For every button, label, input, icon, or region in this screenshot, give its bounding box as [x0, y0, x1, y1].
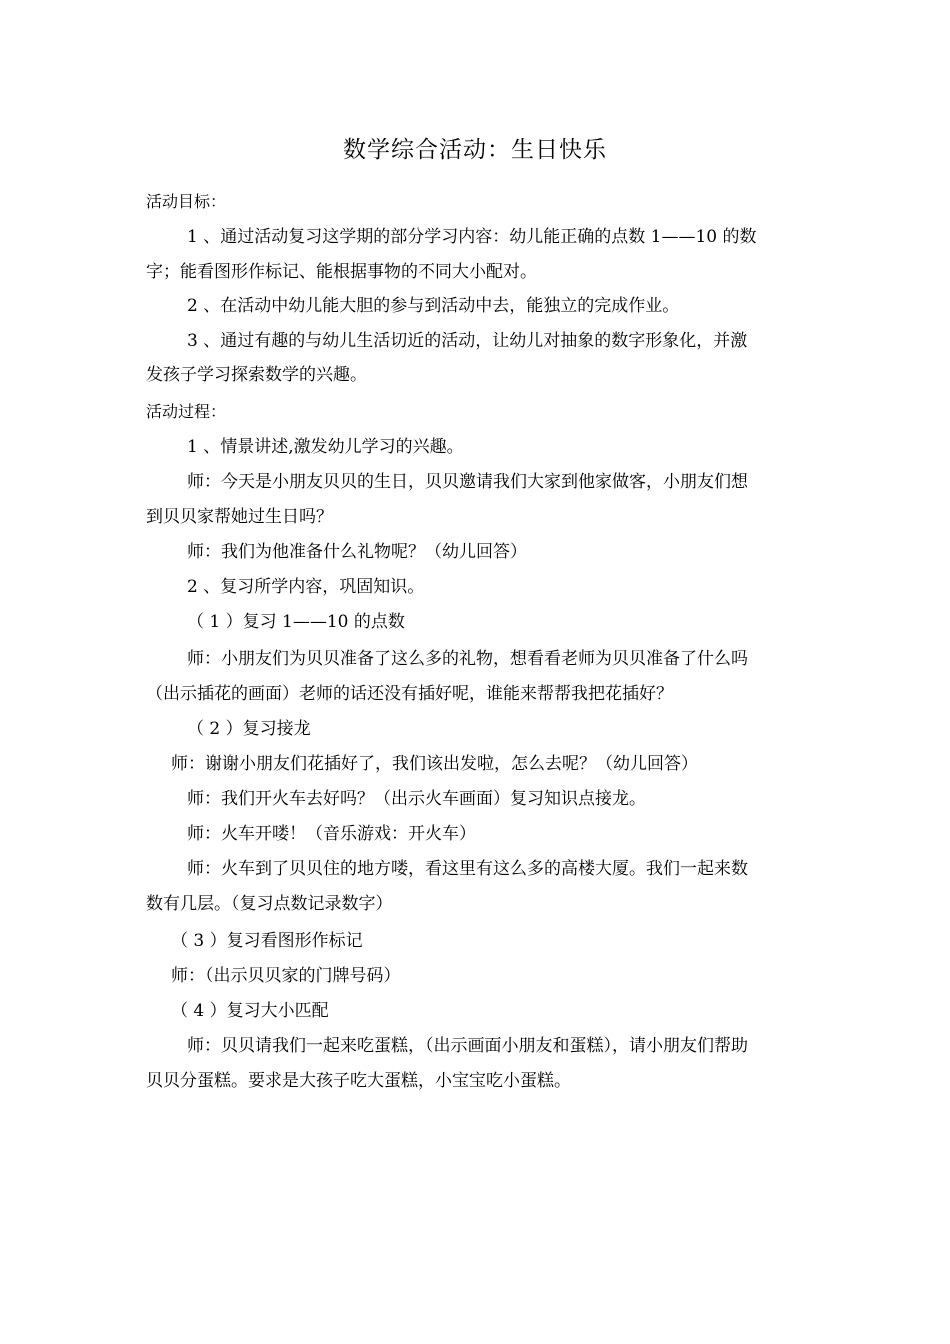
process-line: 到贝贝家帮她过生日吗？	[146, 507, 333, 527]
process-line: 师：小朋友们为贝贝准备了这么多的礼物，想看看老师为贝贝准备了什么吗	[187, 649, 748, 669]
process-line: 师：我们为他准备什么礼物呢？（幼儿回答）	[187, 542, 527, 562]
objective-3-line-1: 3 、通过有趣的与幼儿生活切近的活动，让幼儿对抽象的数字形象化，并激	[187, 331, 748, 351]
objective-1-line-1: 1 、通过活动复习这学期的部分学习内容：幼儿能正确的点数 1——10 的数	[187, 227, 757, 247]
document-title: 数学综合活动：生日快乐	[343, 137, 607, 163]
objective-1-line-2: 字；能看图形作标记、能根据事物的不同大小配对。	[146, 262, 537, 282]
process-line: （ 2 ）复习接龙	[187, 719, 311, 739]
process-line: 2 、复习所学内容，巩固知识。	[187, 577, 425, 597]
process-line: 数有几层。（复习点数记录数字）	[146, 894, 393, 914]
process-line: （出示插花的画面）老师的话还没有插好呢，谁能来帮帮我把花插好？	[146, 684, 673, 704]
process-heading: 活动过程：	[146, 402, 227, 421]
process-line: 师：我们开火车去好吗？（出示火车画面）复习知识点接龙。	[187, 789, 646, 809]
process-line: （ 1 ）复习 1——10 的点数	[187, 612, 405, 632]
process-line: 师：谢谢小朋友们花插好了，我们该出发啦，怎么去呢？（幼儿回答）	[171, 754, 698, 774]
process-line: （ 3 ）复习看图形作标记	[171, 931, 363, 951]
process-line: （ 4 ）复习大小匹配	[171, 1001, 329, 1021]
process-line: 师：贝贝请我们一起来吃蛋糕，（出示画面小朋友和蛋糕），请小朋友们帮助	[187, 1036, 748, 1056]
objective-3-line-2: 发孩子学习探索数学的兴趣。	[146, 365, 367, 385]
objective-2-line-1: 2 、在活动中幼儿能大胆的参与到活动中去，能独立的完成作业。	[187, 296, 680, 316]
process-line: 师：（出示贝贝家的门牌号码）	[171, 966, 401, 986]
process-line: 师：今天是小朋友贝贝的生日，贝贝邀请我们大家到他家做客，小朋友们想	[187, 472, 748, 492]
process-line: 师：火车开喽！（音乐游戏：开火车）	[187, 824, 476, 844]
objectives-heading: 活动目标：	[146, 192, 227, 211]
process-line: 师：火车到了贝贝住的地方喽，看这里有这么多的高楼大厦。我们一起来数	[187, 859, 748, 879]
process-line: 贝贝分蛋糕。要求是大孩子吃大蛋糕，小宝宝吃小蛋糕。	[146, 1071, 571, 1091]
process-line: 1 、情景讲述,激发幼儿学习的兴趣。	[187, 437, 464, 457]
